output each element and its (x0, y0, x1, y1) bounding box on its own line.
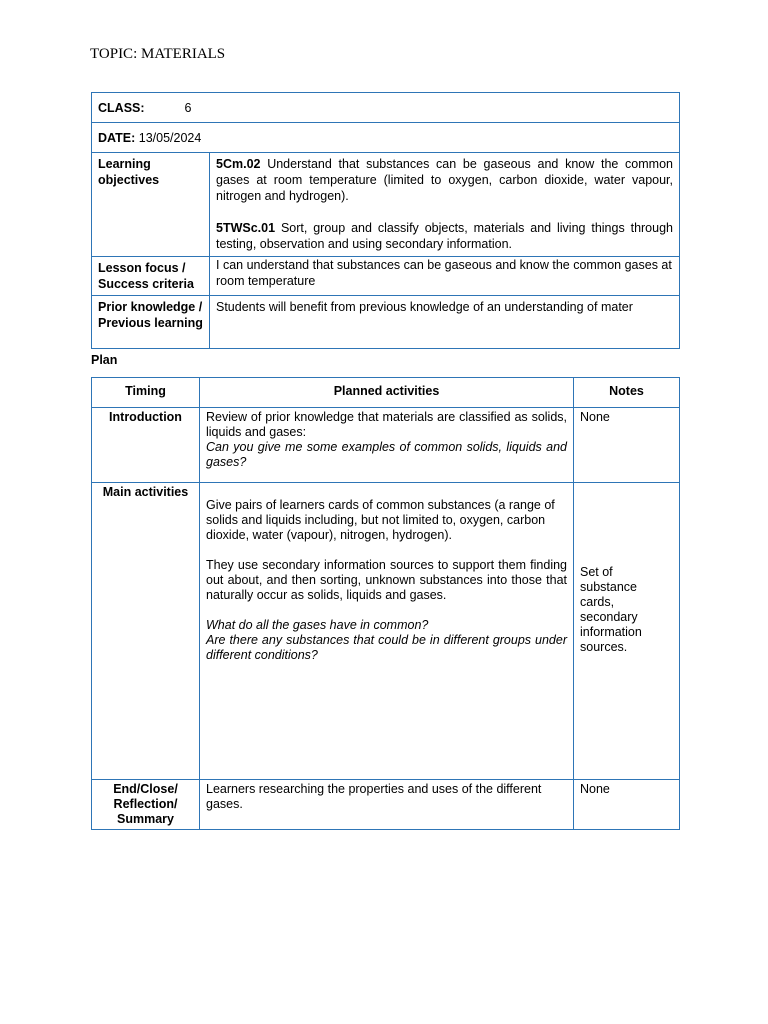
class-value: 6 (184, 101, 192, 115)
focus-label: Lesson focus / Success criteria (92, 257, 210, 296)
objective-1-text: Understand that substances can be gaseous and know the common gases at room temperature (limited to oxygen, carbon dioxide, water vapour, nitrogen and hydrogen). (216, 157, 673, 203)
intro-text: Review of prior knowledge that materials are classified as solids, liquids and gases: (206, 410, 567, 439)
timing-header: Timing (92, 378, 200, 408)
main-para-2: They use secondary information sources to support them finding out about, and then sorting, unknown substances into those that naturally occur as solids, liquids and gases. (206, 558, 567, 602)
main-timing: Main activities (92, 483, 200, 780)
date-row (92, 123, 680, 153)
end-timing: End/Close/ Reflection/ Summary (92, 780, 200, 830)
main-para-1: Give pairs of learners cards of common substances (a range of solids and liquids including, but not limited to, oxygen, carbon dioxide, water (vapour), nitrogen, hydrogen). (206, 498, 555, 542)
main-question-1: What do all the gases have in common? (206, 618, 429, 632)
plan-header-row (92, 378, 680, 408)
end-text: Learners researching the properties and uses of the different gases. (200, 780, 574, 830)
class-row (92, 93, 680, 123)
objective-2 (216, 220, 673, 252)
intro-notes: None (574, 408, 680, 483)
notes-header: Notes (574, 378, 680, 408)
activities-header: Planned activities (200, 378, 574, 408)
plan-table (91, 377, 680, 830)
date-label: DATE: (98, 131, 136, 145)
date-value: 13/05/2024 (138, 131, 202, 145)
prior-label: Prior knowledge / Previous learning (92, 296, 210, 349)
objective-2-code: 5TWSc.01 (216, 221, 276, 235)
main-notes: Set of substance cards, secondary information sources. (574, 483, 680, 780)
prior-text: Students will benefit from previous knowledge of an understanding of mater (210, 296, 680, 349)
objective-2-text: Sort, group and classify objects, materials and living things through testing, observation and using secondary information. (216, 221, 673, 251)
class-label: CLASS: (98, 101, 145, 115)
end-notes: None (574, 780, 680, 830)
objective-1 (216, 156, 673, 204)
end-row (92, 780, 680, 830)
focus-text: I can understand that substances can be gaseous and know the common gases at room temperature (210, 257, 680, 296)
plan-label: Plan (91, 353, 118, 367)
focus-row (92, 257, 680, 296)
intro-question: Can you give me some examples of common solids, liquids and gases? (206, 440, 567, 469)
lesson-info-table (91, 92, 680, 349)
objective-1-code: 5Cm.02 (216, 157, 261, 171)
objectives-label: Learning objectives (92, 153, 210, 257)
topic-heading: TOPIC: MATERIALS (90, 46, 226, 62)
prior-row (92, 296, 680, 349)
main-row (92, 483, 680, 780)
intro-row (92, 408, 680, 483)
objectives-row (92, 153, 680, 257)
intro-timing: Introduction (92, 408, 200, 483)
main-question-2: Are there any substances that could be in different groups under different conditions? (206, 633, 567, 662)
